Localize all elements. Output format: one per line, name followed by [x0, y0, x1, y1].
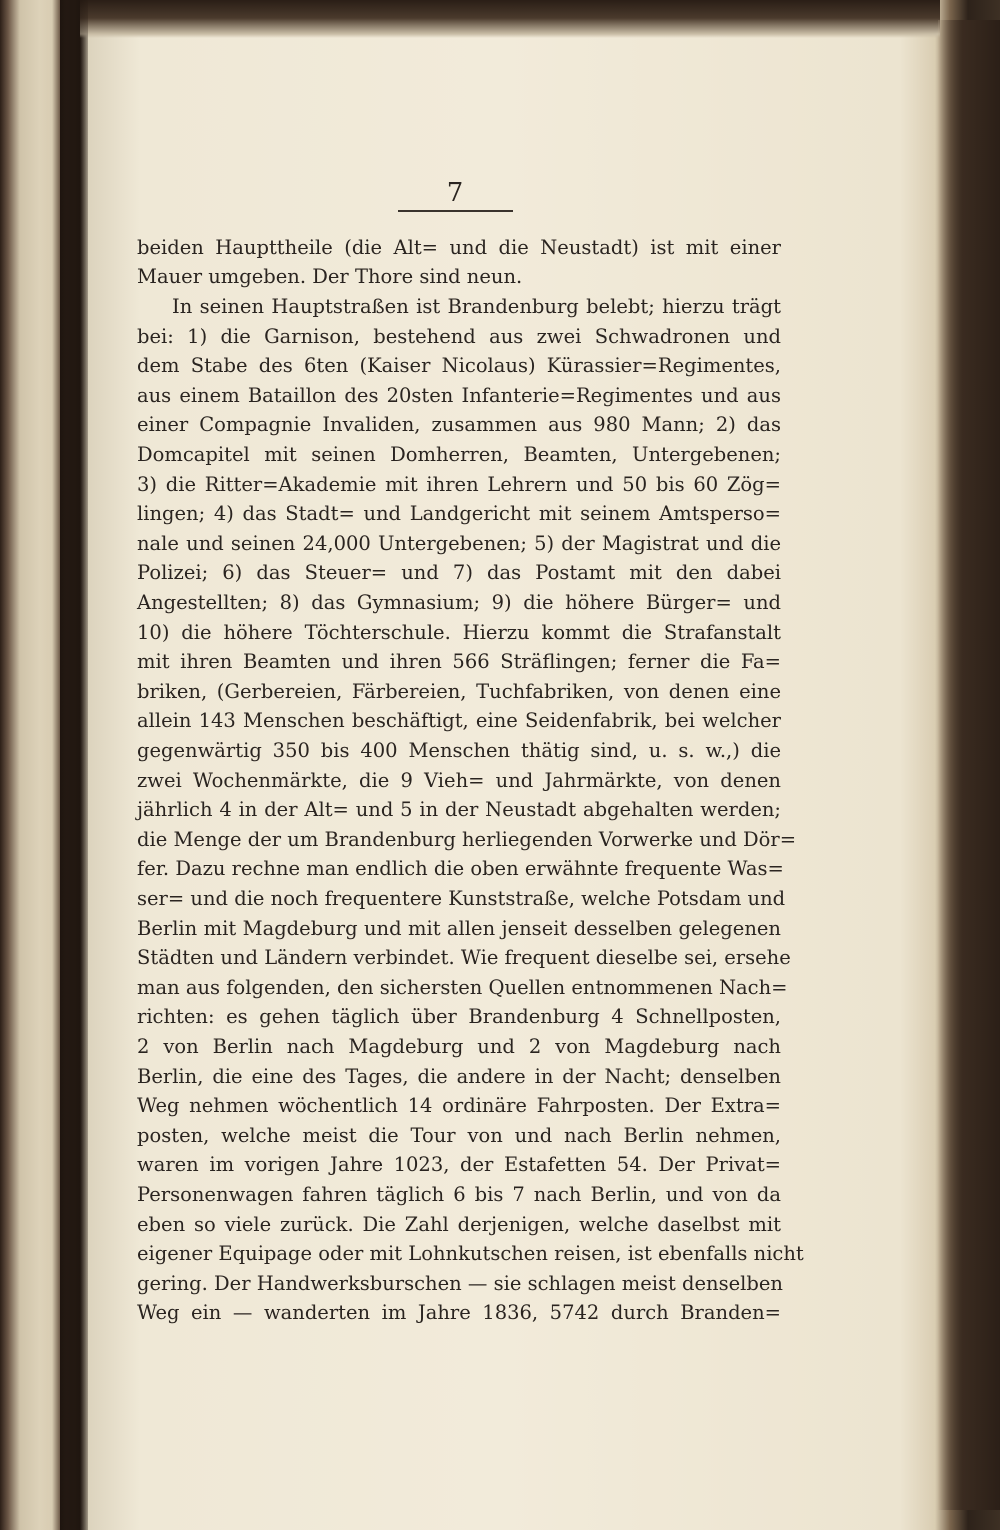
book-cover-edge — [938, 20, 1000, 1510]
text-line: aus einem Bataillon des 20sten Infanterie=Regimentes und aus — [137, 384, 781, 407]
book-spine — [60, 0, 88, 1530]
text-line: Mauer umgeben. Der Thore sind neun. — [137, 265, 523, 288]
text-line: 2 von Berlin nach Magdeburg und 2 von Magdeburg nach — [137, 1035, 781, 1058]
page-top-edge — [80, 0, 940, 38]
text-line: Städten und Ländern verbindet. Wie frequent dieselbe sei, ersehe — [137, 946, 791, 969]
text-line: die Menge der um Brandenburg herliegenden Vorwerke und Dör= — [137, 828, 797, 851]
text-line: allein 143 Menschen beschäftigt, eine Seidenfabrik, bei welcher — [137, 709, 781, 732]
page-number-rule — [398, 210, 513, 212]
text-line: gegenwärtig 350 bis 400 Menschen thätig sind, u. s. w.,) die — [137, 739, 781, 762]
text-line: Polizei; 6) das Steuer= und 7) das Postamt mit den dabei — [137, 561, 781, 584]
text-line: bei: 1) die Garnison, bestehend aus zwei Schwadronen und — [137, 325, 781, 348]
text-line: Personenwagen fahren täglich 6 bis 7 nach Berlin, und von da — [137, 1183, 781, 1206]
text-line: 3) die Ritter=Akademie mit ihren Lehrern und 50 bis 60 Zög= — [137, 473, 781, 496]
text-line: posten, welche meist die Tour von und nach Berlin nehmen, — [137, 1124, 781, 1147]
text-line: Berlin, die eine des Tages, die andere in der Nacht; denselben — [137, 1065, 781, 1088]
text-line: lingen; 4) das Stadt= und Landgericht mit seinem Amtsperso= — [137, 502, 781, 525]
text-line: Domcapitel mit seinen Domherren, Beamten, Untergebenen; — [137, 443, 781, 466]
text-line: nale und seinen 24,000 Untergebenen; 5) der Magistrat und die — [137, 532, 781, 555]
text-line: Weg ein — wanderten im Jahre 1836, 5742 durch Branden= — [137, 1301, 781, 1324]
text-line: jährlich 4 in der Alt= und 5 in der Neustadt abgehalten werden; — [137, 798, 781, 821]
text-line: richten: es gehen täglich über Brandenburg 4 Schnellposten, — [137, 1005, 781, 1028]
text-line: waren im vorigen Jahre 1023, der Estafetten 54. Der Privat= — [137, 1153, 781, 1176]
text-line: dem Stabe des 6ten (Kaiser Nicolaus) Kürassier=Regimentes, — [137, 354, 781, 377]
text-line: briken, (Gerbereien, Färbereien, Tuchfabriken, von denen eine — [137, 680, 781, 703]
text-line: fer. Dazu rechne man endlich die oben erwähnte frequente Was= — [137, 857, 784, 880]
text-line: mit ihren Beamten und ihren 566 Sträflingen; ferner die Fa= — [137, 650, 781, 673]
text-line: 10) die höhere Töchterschule. Hierzu kommt die Strafanstalt — [137, 621, 781, 644]
text-line: eigener Equipage oder mit Lohnkutschen reisen, ist ebenfalls nicht — [137, 1242, 804, 1265]
text-line: eben so viele zurück. Die Zahl derjenigen, welche daselbst mit — [137, 1213, 781, 1236]
text-line: In seinen Hauptstraßen ist Brandenburg belebt; hierzu trägt — [172, 295, 781, 318]
text-line: einer Compagnie Invaliden, zusammen aus 980 Mann; 2) das — [137, 413, 781, 436]
text-line: beiden Haupttheile (die Alt= und die Neustadt) ist mit einer — [137, 236, 781, 259]
text-line: Weg nehmen wöchentlich 14 ordinäre Fahrposten. Der Extra= — [137, 1094, 781, 1117]
text-line: gering. Der Handwerksburschen — sie schlagen meist denselben — [137, 1272, 783, 1295]
text-line: man aus folgenden, den sichersten Quellen entnommenen Nach= — [137, 976, 788, 999]
text-line: zwei Wochenmärkte, die 9 Vieh= und Jahrmärkte, von denen — [137, 769, 781, 792]
text-line: Angestellten; 8) das Gymnasium; 9) die höhere Bürger= und — [137, 591, 781, 614]
text-line: ser= und die noch frequentere Kunststraße, welche Potsdam und — [137, 887, 786, 910]
text-line: Berlin mit Magdeburg und mit allen jenseit desselben gelegenen — [137, 917, 781, 940]
page-number: 7 — [446, 178, 464, 208]
